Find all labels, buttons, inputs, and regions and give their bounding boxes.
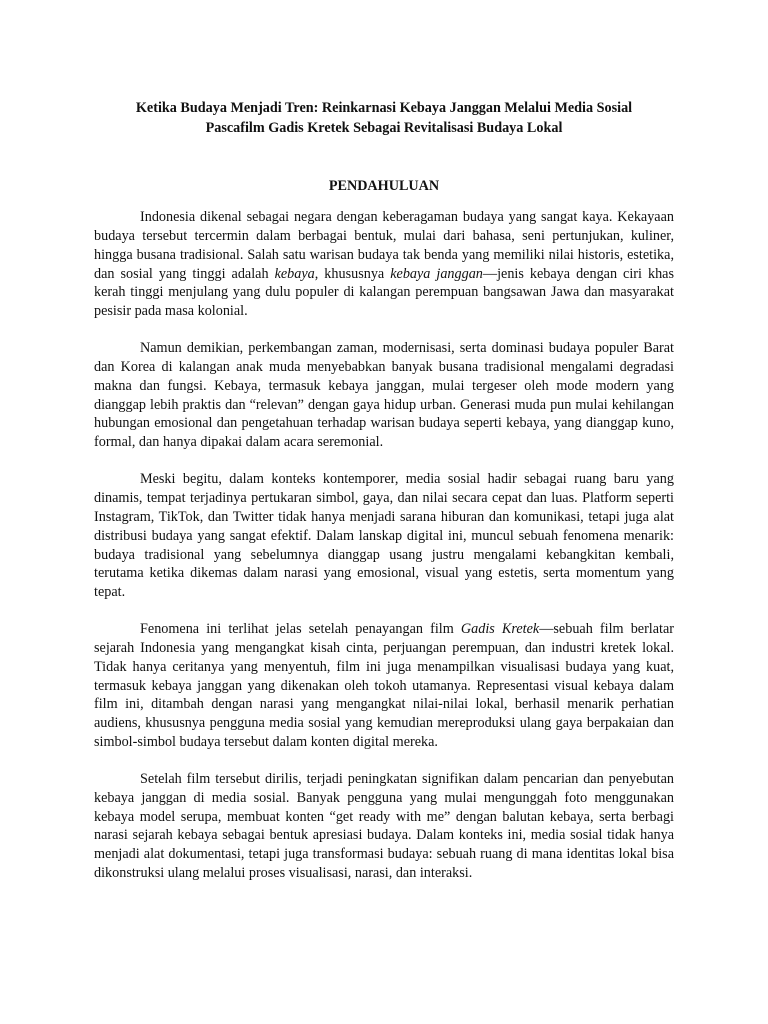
document-title: [94, 98, 674, 138]
title-line-1: Ketika Budaya Menjadi Tren: Reinkarnasi Kebaya Janggan Melalui Media Sosial: [135, 100, 633, 116]
paragraph-1-italic-kebaya-janggan: kebaya janggan: [390, 265, 483, 282]
paragraph-4-italic-film-title: Gadis Kretek: [460, 621, 540, 638]
paragraph-1-text-b: , khususnya: [314, 265, 391, 282]
paragraph-1-italic-kebaya: kebaya: [274, 265, 315, 282]
paragraph-1-text-a: Indonesia dikenal sebagai negara dengan keberagaman budaya yang sangat kaya. Kekayaan budaya tersebut tercermin dalam berbagai bentuk, mulai dari bahasa, seni pertunjukan, kuliner, hingga busana tradisional. Salah satu warisan budaya tak benda yang memiliki nilai historis, estetika, dan sosial yang tinggi adalah: [94, 209, 674, 282]
document-page: [94, 98, 674, 901]
section-heading: PENDAHULUAN: [328, 178, 440, 194]
paragraph-4-text-b: —sebuah film berlatar sejarah Indonesia yang mengangkat kisah cinta, perjuangan perempuan, dan industri kretek lokal. Tidak hanya ceritanya yang menyentuh, film ini juga menampilkan visualisasi budaya yang kuat, termasuk kebaya janggan yang dikenakan oleh tokoh utamanya. Representasi visual kebaya dalam film ini, ditambah dengan narasi yang mengangkat nilai-nilai lokal, berhasil menarik perhatian audiens, khususnya pengguna media sosial yang kemudian mereproduksi ulang gaya berpakaian dan simbol-simbol budaya tersebut dalam konten digital mereka.: [94, 621, 675, 751]
paragraph-3: Meski begitu, dalam konteks kontemporer, media sosial hadir sebagai ruang baru yang dinamis, tempat terjadinya pertukaran simbol, gaya, dan nilai secara cepat dan luas. Platform seperti Instagram, TikTok, dan Twitter tidak hanya menjadi sarana hiburan dan komunikasi, tetapi juga alat distribusi budaya yang sangat efektif. Dalam lanskap digital ini, muncul sebuah fenomena menarik: budaya tradisional yang sebelumnya dianggap usang justru mengalami kebangkitan kembali, terutama ketika dikemas dalam narasi yang emosional, visual yang estetis, serta momentum yang tepat.: [94, 471, 674, 601]
paragraph-5: Setelah film tersebut dirilis, terjadi peningkatan signifikan dalam pencarian dan penyebutan kebaya janggan di media sosial. Banyak pengguna yang mulai mengunggah foto menggunakan kebaya model serupa, membuat konten “get ready with me” dengan balutan kebaya, serta berbagi narasi sejarah kebaya sebagai bentuk apresiasi budaya. Dalam konteks ini, media sosial tidak hanya menjadi alat dokumentasi, tetapi juga transformasi budaya: sebuah ruang di mana identitas lokal bisa dikonstruksi ulang melalui proses visualisasi, narasi, dan interaksi.: [94, 770, 674, 882]
paragraph-4: [94, 620, 674, 752]
paragraph-2: Namun demikian, perkembangan zaman, modernisasi, serta dominasi budaya populer Barat dan Korea di kalangan anak muda menyebabkan banyak busana tradisional mengalami degradasi makna dan fungsi. Kebaya, termasuk kebaya janggan, mulai tergeser oleh mode modern yang dianggap lebih praktis dan “relevan” dengan gaya hidup urban. Generasi muda pun mulai kehilangan hubungan emosional dan pengetahuan terhadap warisan budaya seperti kebaya, yang dianggap kuno, formal, dan hanya dipakai dalam acara seremonial.: [94, 340, 674, 451]
paragraph-1-text-c: —jenis kebaya dengan ciri khas kerah tinggi menjulang yang dulu populer di kalangan perempuan bangsawan Jawa dan masyarakat pesisir pada masa kolonial.: [94, 265, 674, 320]
paragraph-4-text-a: Fenomena ini terlihat jelas setelah penayangan film: [140, 621, 461, 638]
paragraph-1: [94, 208, 674, 321]
title-line-2: Pascafilm Gadis Kretek Sebagai Revitalisasi Budaya Lokal: [205, 120, 563, 136]
